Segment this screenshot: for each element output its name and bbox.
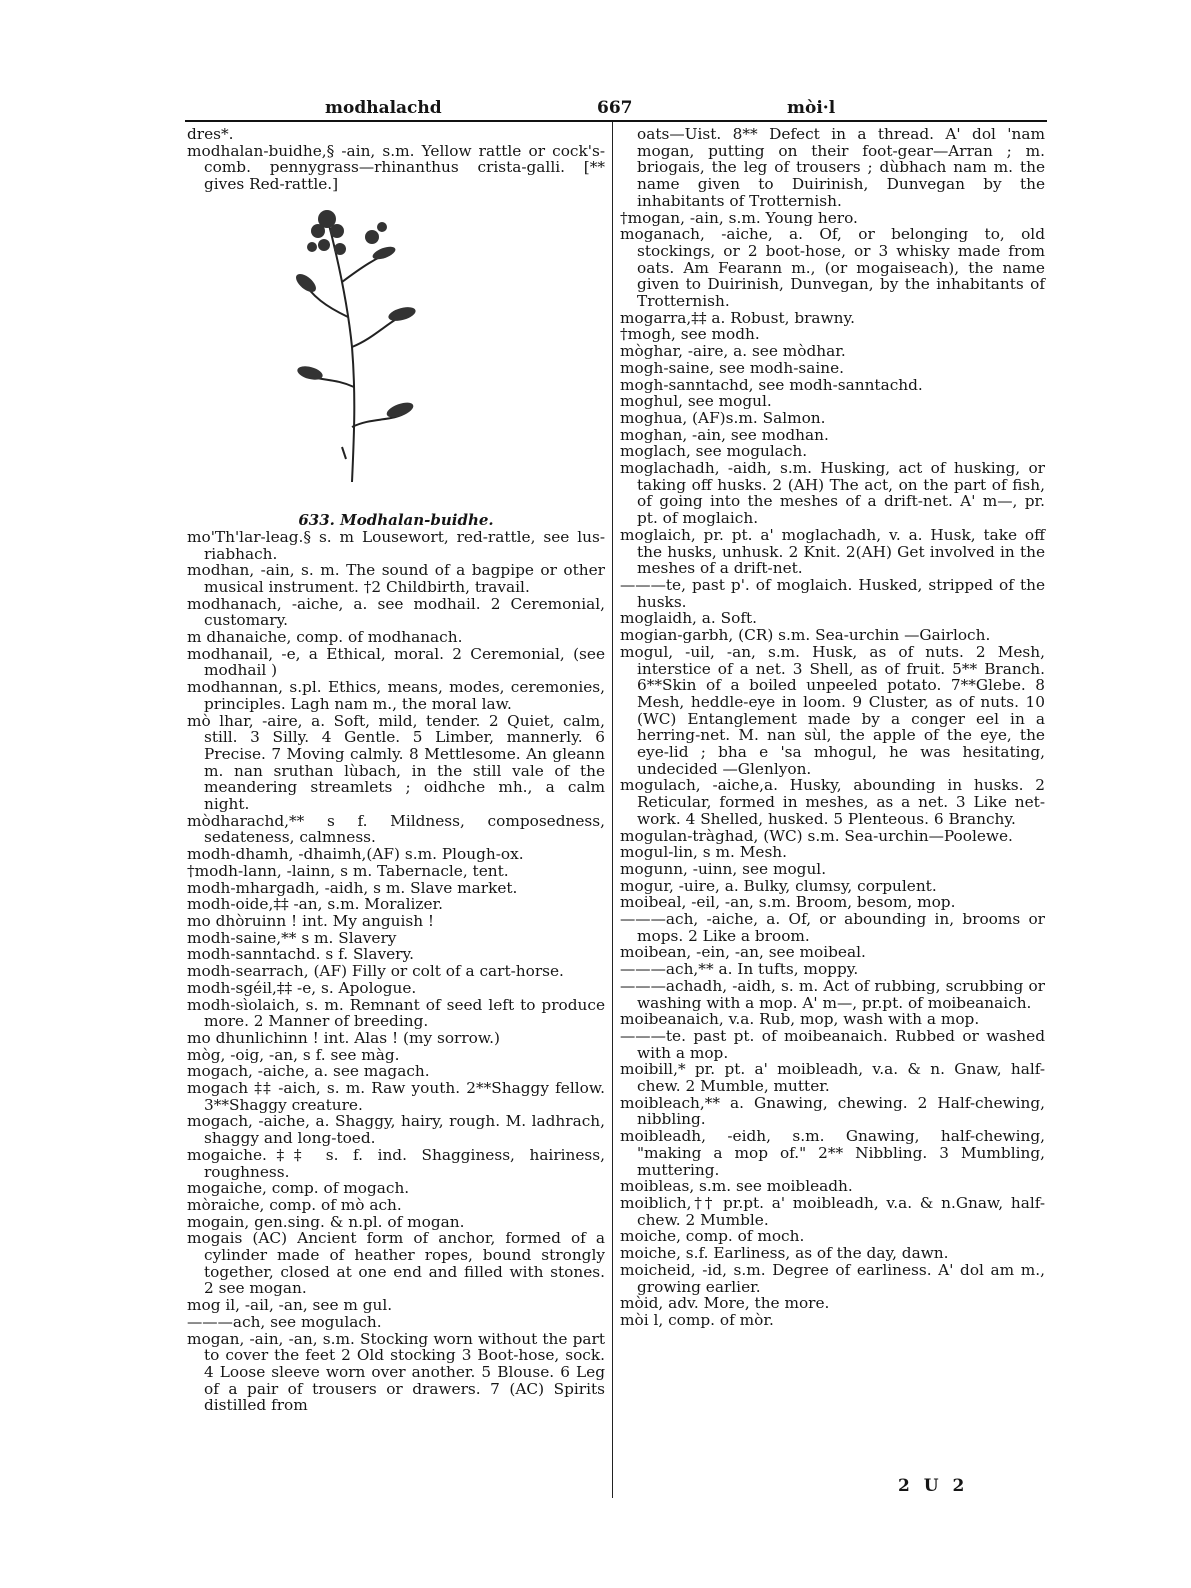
- entry: moibleach,** a. Gnawing, chewing. 2 Half-chewing, nibbling.: [620, 1093, 1045, 1129]
- entry: modhanach, -aiche, a. see modhail. 2 Ceremonial, customary.: [187, 594, 605, 630]
- entry: mòdharachd,** s f. Mildness, composedness, sedateness, calmness.: [187, 811, 605, 847]
- entry: †mogan, -ain, s.m. Young hero.: [620, 208, 858, 227]
- entry: mogian-garbh, (CR) s.m. Sea-urchin —Gairloch.: [620, 626, 991, 645]
- entry: moghan, -ain, see modhan.: [620, 425, 829, 444]
- entry: moiblich,†† pr.pt. a' moibleadh, v.a. & n.Gnaw, half-chew. 2 Mumble.: [620, 1194, 1045, 1229]
- entry: mogach, -aiche, a. see magach.: [187, 1062, 430, 1081]
- entry: ———ach, -aiche, a. Of, or abounding in, brooms or mops. 2 Like a broom.: [620, 910, 1045, 945]
- entry: moibleas, s.m. see moibleadh.: [620, 1177, 853, 1196]
- entry: mòraiche, comp. of mò ach.: [187, 1195, 402, 1214]
- entry: modhannan, s.pl. Ethics, means, modes, ceremonies, principles. Lagh nam m., the moral law.: [187, 678, 605, 713]
- page-number: 667: [597, 98, 633, 118]
- entry: mogarra,‡‡ a. Robust, brawny.: [620, 308, 855, 327]
- entry: moghul, see mogul.: [620, 392, 772, 411]
- header-right-word: mòi·l: [787, 98, 836, 118]
- entry: mogunn, -uinn, see mogul.: [620, 859, 827, 878]
- entry: mo dhunlichinn ! int. Alas ! (my sorrow.): [187, 1028, 500, 1047]
- entry: mòg, -oig, -an, s f. see màg.: [187, 1045, 400, 1064]
- entry: modh-oide,‡‡ -an, s.m. Moralizer.: [187, 895, 443, 914]
- running-header: [185, 96, 1047, 122]
- entry: moibeanaich, v.a. Rub, mop, wash with a mop.: [620, 1010, 980, 1029]
- left-column: [187, 126, 605, 1414]
- entry: moicheid, -id, s.m. Degree of earliness. A' dol am m., growing earlier.: [620, 1260, 1045, 1296]
- entry: moibeal, -eil, -an, s.m. Broom, besom, mop.: [620, 893, 956, 912]
- entry: ———achadh, -aidh, s. m. Act of rubbing, scrubbing or washing with a mop. A' m—, pr.pt. of moibeanaich.: [620, 976, 1045, 1012]
- entry: mò lhar, -aire, a. Soft, mild, tender. 2 Quiet, calm, still. 3 Silly. 4 Gentle. 5 Limber, mannerly. 6 Precise. 7 Moving calmly. 8 Mettlesome. An gleann m. nan sruthan lùbach, in the still vale of the meandering streamlets ; oidhche mh., a calm night.: [187, 711, 605, 814]
- entry: ———ach,** a. In tufts, moppy.: [620, 960, 859, 979]
- entry: mogaiche.‡‡ s. f. ind. Shagginess, hairiness, roughness.: [187, 1145, 605, 1181]
- entry: mòghar, -aire, a. see mòdhar.: [620, 342, 846, 361]
- entry: moghua, (AF)s.m. Salmon.: [620, 408, 826, 427]
- entry: ———te. past pt. of moibeanaich. Rubbed or washed with a mop.: [620, 1026, 1045, 1062]
- entry: mogur, -uire, a. Bulky, clumsy, corpulent.: [620, 876, 937, 895]
- entry-continuation: oats—Uist. 8** Defect in a thread. A' dol 'nam mogan, putting on their foot-gear—Arran ; m. briogais, the leg of trousers ; dùbhach nam m. the name given to Duirinish, Dunvegan by the inhabitants of Trotternish.: [637, 125, 1045, 210]
- entry: moiche, s.f. Earliness, as of the day, dawn.: [620, 1244, 949, 1263]
- right-column: [620, 126, 1045, 1329]
- figure: [187, 193, 605, 509]
- entry: ———ach, see mogulach.: [187, 1312, 382, 1331]
- entry: ———te, past p'. of moglaich. Husked, stripped of the husks.: [620, 575, 1045, 611]
- entry: modhanail, -e, a Ethical, moral. 2 Ceremonial, (see modhail ): [187, 644, 605, 680]
- entry: mogulan-tràghad, (WC) s.m. Sea-urchin—Poolewe.: [620, 826, 1013, 845]
- entry: †mogh, see modh.: [620, 325, 760, 344]
- plant-illustration-icon: [282, 197, 432, 487]
- entry: mogan, -ain, -an, s.m. Stocking worn without the part to cover the feet 2 Old stocking 3 Boot-hose, sock. 4 Loose sleeve worn over another. 5 Blouse. 6 Leg of a pair of trousers or drawers. 7 (AC) Spirits distilled from: [187, 1329, 605, 1415]
- entry: moglachadh, -aidh, s.m. Husking, act of husking, or taking off husks. 2 (AH) The act, on the part of fish, of going into the meshes of a drift-net. A' m—, pr. pt. of moglaich.: [620, 459, 1045, 528]
- entry: m dhanaiche, comp. of modhanach.: [187, 628, 463, 647]
- entry: modh-searrach, (AF) Filly or colt of a cart-horse.: [187, 962, 564, 981]
- entry: mo dhòruinn ! int. My anguish !: [187, 911, 435, 930]
- entry: moibill,* pr. pt. a' moibleadh, v.a. & n. Gnaw, half-chew. 2 Mumble, mutter.: [620, 1060, 1045, 1096]
- entry: mog il, -ail, -an, see m gul.: [187, 1296, 393, 1315]
- entry: moglaich, pr. pt. a' moglachadh, v. a. Husk, take off the husks, unhusk. 2 Knit. 2(AH) Get involved in the meshes of a drift-net.: [620, 525, 1045, 578]
- entry: modh-mhargadh, -aidh, s m. Slave market.: [187, 878, 518, 897]
- entry: moglach, see mogulach.: [620, 442, 808, 461]
- entry: modh-sìolaich, s. m. Remnant of seed left to produce more. 2 Manner of breeding.: [187, 995, 605, 1031]
- entry: mogach, -aiche, a. Shaggy, hairy, rough. M. ladhrach, shaggy and long-toed.: [187, 1112, 605, 1148]
- entry: †modh-lann, -lainn, s m. Tabernacle, tent.: [187, 861, 509, 880]
- entry: mogh-saine, see modh-saine.: [620, 358, 844, 377]
- entry: mogulach, -aiche,a. Husky, abounding in husks. 2 Reticular, formed in meshes, as a net. 3 Like net-work. 4 Shelled, husked. 5 Plenteous. 6 Branchy.: [620, 776, 1045, 828]
- entry: moganach, -aiche, a. Of, or belonging to, old stockings, or 2 boot-hose, or 3 whisky made from oats. Am Fearann m., (or mogaiseach), the name given to Duirinish, Dunvegan, by the inhabitants of Trotternish.: [620, 225, 1045, 311]
- entry: mogain, gen.sing. & n.pl. of mogan.: [187, 1212, 465, 1231]
- entry: mo'Th'lar-leag.§ s. m Lousewort, red-rattle, see lus-riabhach.: [187, 527, 605, 563]
- entry: modh-dhamh, -dhaimh,(AF) s.m. Plough-ox.: [187, 845, 524, 864]
- entry: modh-saine,** s m. Slavery: [187, 928, 397, 947]
- entry: mogh-sanntachd, see modh-sanntachd.: [620, 375, 923, 394]
- entry: modh-sgéil,‡‡ -e, s. Apologue.: [187, 978, 417, 997]
- header-left-word: modhalachd: [325, 98, 442, 118]
- entry: dres*.: [187, 125, 234, 143]
- entry: modhalan-buidhe,§ -ain, s.m. Yellow rattle or cock's-comb. pennygrass—rhinanthus crista-galli. [** gives Red-rattle.]: [187, 141, 605, 194]
- entry: mòid, adv. More, the more.: [620, 1294, 830, 1313]
- column-divider: [612, 122, 613, 1498]
- entry: moglaidh, a. Soft.: [620, 609, 757, 628]
- entry: mogach ‡‡ -aich, s. m. Raw youth. 2**Shaggy fellow. 3**Shaggy creature.: [187, 1079, 605, 1114]
- entry: mogul, -uil, -an, s.m. Husk, as of nuts. 2 Mesh, interstice of a net. 3 Shell, as of fruit. 5** Branch. 6**Skin of a boiled unpeeled potato. 7**Glebe. 8 Mesh, heddle-eye in loom. 9 Cluster, as of nuts. 10 (WC) Entanglement made by a conger eel in a herring-net. M. nan sùl, the apple of the eye, the eye-lid ; bha e 'sa mhogul, he was hesitating, undecided —Glenlyon.: [620, 642, 1045, 778]
- entry: mòi l, comp. of mòr.: [620, 1310, 774, 1329]
- entry: moiche, comp. of moch.: [620, 1227, 805, 1246]
- entry: moibean, -ein, -an, see moibeal.: [620, 943, 866, 962]
- entry: mogais (AC) Ancient form of anchor, formed of a cylinder made of heather ropes, bound strongly together, closed at one end and filled with stones. 2 see mogan.: [187, 1229, 605, 1298]
- header-rule: [185, 120, 1047, 122]
- entry: mogul-lin, s m. Mesh.: [620, 843, 788, 862]
- entry: modhan, -ain, s. m. The sound of a bagpipe or other musical instrument. †2 Childbirth, travail.: [187, 561, 605, 596]
- entry: moibleadh, -eidh, s.m. Gnawing, half-chewing, "making a mop of." 2** Nibbling. 3 Mumbling, muttering.: [620, 1127, 1045, 1179]
- entry: mogaiche, comp. of mogach.: [187, 1179, 410, 1198]
- entry: modh-sanntachd. s f. Slavery.: [187, 945, 414, 964]
- page-signature: 2 U 2: [898, 1476, 969, 1496]
- figure-caption: 633. Modhalan-buidhe.: [298, 510, 494, 529]
